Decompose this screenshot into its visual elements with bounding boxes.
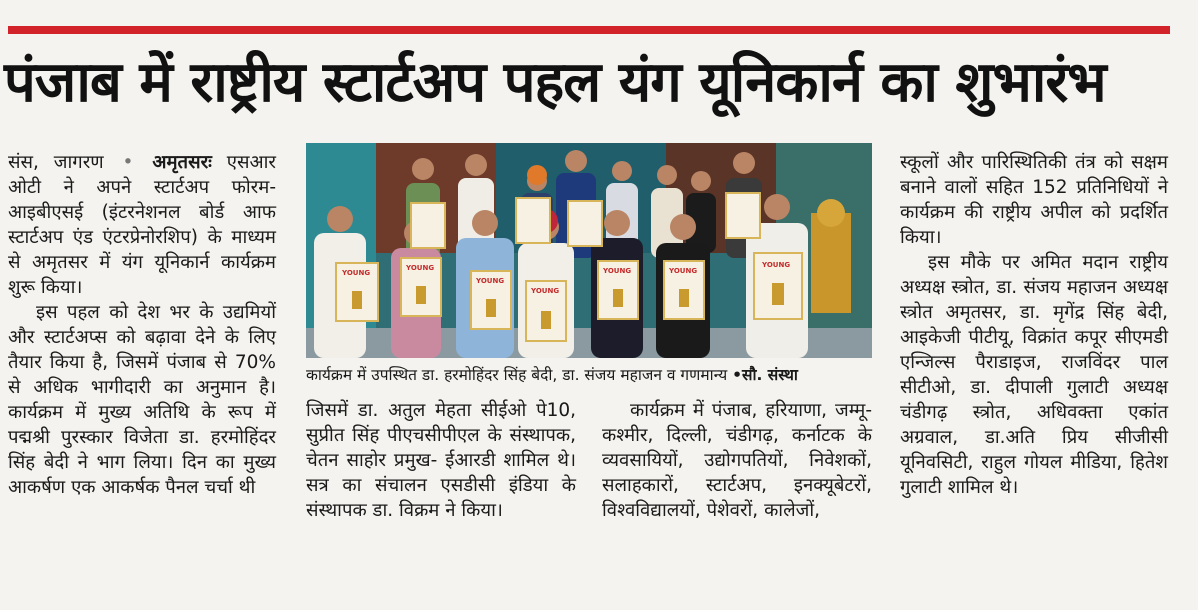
col4-para1: स्कूलों और पारिस्थितिकी तंत्र को सक्षम बनाने वालों सहित 152 प्रतिनिधियों ने कार्यक्रम की राष्ट्रीय अपील को प्रदर्शित किया। <box>900 152 1168 248</box>
poster-label: YOUNG <box>342 269 371 277</box>
top-red-rule <box>8 26 1170 34</box>
article-column-1 <box>8 150 276 500</box>
poster-label: YOUNG <box>669 267 698 275</box>
col1-para1: एसआर ओटी ने अपने स्टार्टअप फोरम- आइबीएसई (इंटरनेशनल बोर्ड आफ स्टार्टअप एंड एंटरप्रेनोरशिप) के माध्यम से अमृतसर में यंग यूनिकार्न कार्यक्रम शुरू किया। <box>8 152 276 298</box>
dateline-source: संस, जागरण <box>8 152 104 173</box>
dateline <box>8 150 276 300</box>
article-column-4 <box>900 150 1168 500</box>
poster-label: YOUNG <box>531 287 560 295</box>
photo-caption <box>306 364 872 386</box>
col4-para2: इस मौके पर अमित मदान राष्ट्रीय अध्यक्ष स्त्रोत, डा. संजय महाजन अध्यक्ष स्त्रोत अमृतसर, डा. मृगेंद्र सिंह बेदी, आइकेजी पीटीयू, विक्रांत कपूर सीएमडी एन्जिल्स पैराडाइज, राजविंदर पाल सीटीओ, डा. दीपाली गुलाटी अध्यक्ष चंडीगढ़ स्त्रोत, अधिवक्ता एकांत अग्रवाल, डा.अति प्रिय सीजीसी यूनिवसिटी, राहुल गोयल मीडिया, हितेश गुलाटी शामिल थे। <box>900 252 1168 498</box>
poster-label: YOUNG <box>762 261 791 269</box>
poster-label: YOUNG <box>476 277 505 285</box>
article-column-2 <box>306 398 576 523</box>
caption-credit: •सौ. संस्था <box>732 366 798 384</box>
event-photo-illustration <box>306 143 872 358</box>
article-column-3 <box>602 398 872 523</box>
dateline-bullet: • <box>122 152 134 173</box>
poster-label: YOUNG <box>603 267 632 275</box>
event-photo <box>306 143 872 358</box>
col3-para1: कार्यक्रम में पंजाब, हरियाणा, जम्मू-कश्मीर, दिल्ली, चंडीगढ़, कर्नाटक के व्यवसायियों, उद्योगपतियों, निवेशकों, सलाहकारों, स्टार्टअप, इनक्यूबेटरों, विश्वविद्यालयों, पेशेवरों, कालेजों, <box>602 400 872 521</box>
headline: पंजाब में राष्ट्रीय स्टार्टअप पहल यंग यूनिकार्न का शुभारंभ <box>4 50 1106 115</box>
poster-label: YOUNG <box>406 264 435 272</box>
dateline-city: अमृतसरः <box>152 152 212 173</box>
caption-text: कार्यक्रम में उपस्थित डा. हरमोहिंदर सिंह बेदी, डा. संजय महाजन व गणमान्य <box>306 366 728 384</box>
col1-para2: इस पहल को देश भर के उद्यमियों और स्टार्टअप्स को बढ़ावा देने के लिए तैयार किया है, जिसमें पंजाब से 70% से अधिक भागीदारी का अनुमान है। कार्यक्रम में मुख्य अतिथि के रूप में पद्मश्री पुरस्कार विजेता डा. हरमोहिंदर सिंह बेदी ने भाग लिया। दिन का मुख्य आकर्षण एक आकर्षक पैनल चर्चा थी <box>8 302 276 498</box>
col2-para1: जिसमें डा. अतुल मेहता सीईओ पे10, सुप्रीत सिंह पीएचसीपीएल के संस्थापक, चेतन साहोर प्रमुख- ईआरडी शामिल थे। सत्र का संचालन एसडीसी इंडिया के संस्थापक डा. विक्रम ने किया। <box>306 400 576 521</box>
